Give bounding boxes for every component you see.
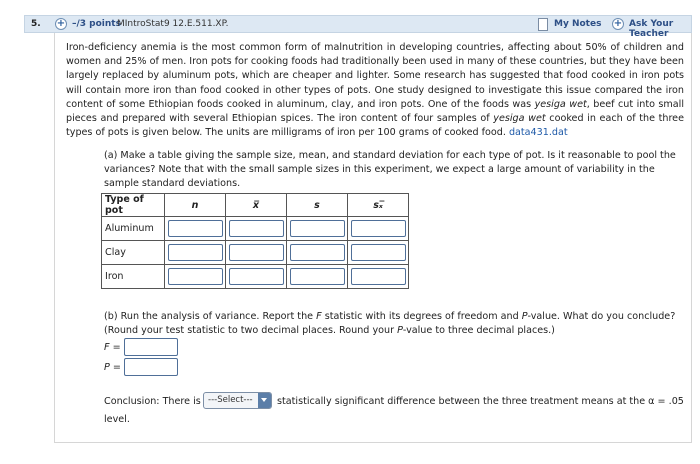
f-statistic-input[interactable]	[124, 338, 178, 356]
conclusion-select[interactable]	[203, 392, 272, 409]
header-mean: x̅	[226, 194, 287, 217]
summary-table	[101, 193, 409, 289]
clay-n-input[interactable]	[168, 244, 223, 261]
expand-plus-icon[interactable]: +	[56, 18, 66, 29]
iron-se-input[interactable]	[351, 268, 406, 285]
aluminum-sd-input[interactable]	[290, 220, 345, 237]
header-n: n	[165, 194, 226, 217]
table-row	[102, 265, 409, 289]
table-row	[102, 241, 409, 265]
data-file-link[interactable]: data431.dat	[508, 127, 568, 139]
iron-sd-input[interactable]	[290, 268, 345, 285]
notes-icon[interactable]	[538, 18, 548, 31]
row-label-iron: Iron	[102, 265, 165, 289]
question-code: MIntroStat9 12.E.511.XP.	[117, 19, 229, 29]
ask-teacher-link[interactable]: Ask Your Teacher	[629, 19, 674, 39]
conclusion-middle-text: statistically significant difference between the three treatment means at the α = .05	[277, 396, 684, 407]
conclusion-select-value: ---Select---	[208, 395, 253, 405]
header-sd: s	[287, 194, 348, 217]
ask-teacher-plus-icon[interactable]: +	[613, 18, 623, 29]
clay-mean-input[interactable]	[229, 244, 284, 261]
part-b-prompt: (b) Run the analysis of variance. Report the F statistic with its degrees of freedom and P-value. What do you conclude? (Round your test statistic to two decimal places. Round your P-value to three decimal places.)	[104, 311, 676, 337]
row-label-aluminum: Aluminum	[102, 217, 165, 241]
iron-n-input[interactable]	[168, 268, 223, 285]
question-header	[24, 15, 692, 39]
aluminum-n-input[interactable]	[168, 220, 223, 237]
my-notes-link[interactable]: My Notes	[554, 19, 602, 29]
conclusion-suffix: level.	[104, 414, 130, 425]
row-label-clay: Clay	[102, 241, 165, 265]
p-value-label: P =	[104, 362, 121, 373]
table-header-row	[102, 194, 409, 217]
header-type-of-pot: Type of pot	[102, 194, 165, 217]
aluminum-mean-input[interactable]	[229, 220, 284, 237]
dropdown-arrow-icon[interactable]	[258, 393, 271, 408]
header-se: sₓ̅	[348, 194, 409, 217]
clay-se-input[interactable]	[351, 244, 406, 261]
table-row	[102, 217, 409, 241]
conclusion-prefix: Conclusion: There is	[104, 396, 201, 407]
part-a-prompt: (a) Make a table giving the sample size, mean, and standard deviation for each type of pot. Is it reasonable to pool the variances? Note that with the small sample sizes in this experiment, we expect a large amount of variability in the sample standard deviations.	[104, 150, 676, 190]
clay-sd-input[interactable]	[290, 244, 345, 261]
iron-mean-input[interactable]	[229, 268, 284, 285]
aluminum-se-input[interactable]	[351, 220, 406, 237]
f-statistic-label: F =	[104, 342, 121, 353]
p-value-input[interactable]	[124, 358, 178, 376]
points-label: –/3 points	[72, 19, 121, 29]
question-number: 5.	[31, 19, 41, 29]
problem-statement: Iron-deficiency anemia is the most common form of malnutrition in developing countries, affecting about 50% of children and women and 25% of men. Iron pots for cooking foods had traditionally been used in many of these countries, but they have been largely replaced by aluminum pots, which are cheaper and lighter. Some research has suggested that food cooked in iron pots will contain more iron than food cooked in other types of pots. One study designed to investigate this issue compared the iron content of some Ethiopian foods cooked in aluminum, clay, and iron pots. One of the foods was yesiga wet, beef cut into small pieces and prepared with several Ethiopian spices. The iron content of four samples of yesiga wet cooked in each of the three types of pots is given below. The units are milligrams of iron per 100 grams of cooked food. data431.dat	[66, 42, 684, 139]
